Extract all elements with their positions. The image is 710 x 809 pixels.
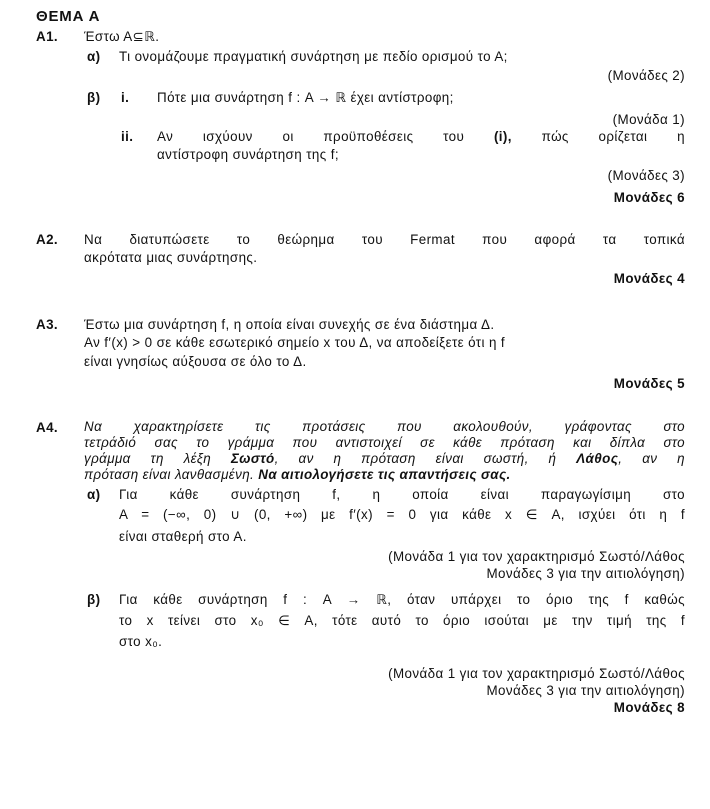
a3-line1: Έστω μια συνάρτηση f, η οποία είναι συνεχής σε ένα διάστημα Δ.	[84, 317, 495, 332]
a4-intro-line3-c: , αν η πρόταση είναι σωστή, ή	[274, 451, 577, 466]
a4-a-line2: Α = (−∞, 0) ∪ (0, +∞) με f′(x) = 0 για κάθε x ∈ Α, ισχύει ότι η f	[119, 507, 685, 522]
a1-bi-text: Πότε μια συνάρτηση f : Α → ℝ έχει αντίστροφη;	[157, 90, 454, 105]
a4-wrong-word: Λάθος	[576, 451, 619, 466]
a4-intro-line3	[84, 451, 685, 467]
a1-bii-line1: Αν ισχύουν οι προϋποθέσεις του (i), πώς ορίζεται η	[157, 129, 686, 144]
a1-bii-line2: αντίστροφη συνάρτηση της f;	[157, 147, 339, 162]
a1-total: Μονάδες 6	[613, 190, 685, 205]
a4-a-label: α)	[87, 487, 101, 502]
a4-intro-line4-a: πρόταση είναι λανθασμένη.	[84, 467, 259, 482]
a4-b-label: β)	[87, 592, 101, 607]
a1-bii-label: ii.	[121, 129, 134, 144]
a2-line2: ακρότατα μιας συνάρτησης.	[84, 250, 258, 265]
a4-intro-line4	[84, 467, 511, 483]
a1-bi-points: (Μονάδα 1)	[612, 112, 685, 127]
a2-label: Α2.	[36, 232, 59, 247]
a2-line1: Να διατυπώσετε το θεώρημα του Fermat που αφορά τα τοπικά	[84, 232, 685, 247]
a4-label: Α4.	[36, 420, 59, 435]
a4-total: Μονάδες 8	[613, 700, 685, 715]
a4-a-line3: είναι σταθερή στο Α.	[119, 529, 247, 544]
a3-line2: Αν f′(x) > 0 σε κάθε εσωτερικό σημείο x του Δ, να αποδείξετε ότι η f	[84, 335, 506, 350]
a1-label: Α1.	[36, 29, 59, 44]
a1-a-label: α)	[87, 49, 101, 64]
section-heading: ΘΕΜΑ Α	[36, 8, 101, 25]
a1-bii-points: (Μονάδες 3)	[607, 168, 685, 183]
a1-intro: Έστω Α⊆ℝ.	[84, 29, 160, 44]
a1-bi-label: i.	[121, 90, 130, 105]
a2-total: Μονάδες 4	[613, 271, 685, 286]
a4-b-line1: Για κάθε συνάρτηση f : Α → ℝ, όταν υπάρχει το όριο της f καθώς	[119, 592, 685, 607]
a4-intro-line3-e: , αν η	[618, 451, 685, 466]
a4-intro-line2: τετράδιό σας το γράμμα που αντιστοιχεί σε κάθε πρόταση και δίπλα στο	[84, 435, 685, 450]
a1-b-label: β)	[87, 90, 101, 105]
a4-b-line3: στο x₀.	[119, 634, 163, 649]
a4-b-points1: (Μονάδα 1 για τον χαρακτηρισμό Σωστό/Λάθος	[388, 666, 685, 681]
a4-intro-line3-a: γράμμα τη λέξη	[84, 451, 231, 466]
a3-total: Μονάδες 5	[613, 376, 685, 391]
a3-line3: είναι γνησίως αύξουσα σε όλο το Δ.	[84, 354, 307, 369]
a1-a-points: (Μονάδες 2)	[607, 68, 685, 83]
a4-b-points2: Μονάδες 3 για την αιτιολόγηση)	[486, 683, 685, 698]
a4-a-line1: Για κάθε συνάρτηση f, η οποία είναι παραγωγίσιμη στο	[119, 487, 685, 502]
a3-label: Α3.	[36, 317, 59, 332]
a4-justify-instruction: Να αιτιολογήσετε τις απαντήσεις σας.	[258, 467, 511, 482]
a4-a-points1: (Μονάδα 1 για τον χαρακτηρισμό Σωστό/Λάθος	[388, 549, 685, 564]
a4-b-line2: το x τείνει στο x₀ ∈ Α, τότε αυτό το όριο ισούται με την τιμή της f	[119, 613, 685, 628]
a4-correct-word: Σωστό	[230, 451, 275, 466]
a1-a-text: Τι ονομάζουμε πραγματική συνάρτηση με πεδίο ορισμού το Α;	[119, 49, 508, 64]
a4-a-points2: Μονάδες 3 για την αιτιολόγηση)	[486, 566, 685, 581]
a4-intro-line1: Να χαρακτηρίσετε τις προτάσεις που ακολουθούν, γράφοντας στο	[84, 419, 685, 434]
